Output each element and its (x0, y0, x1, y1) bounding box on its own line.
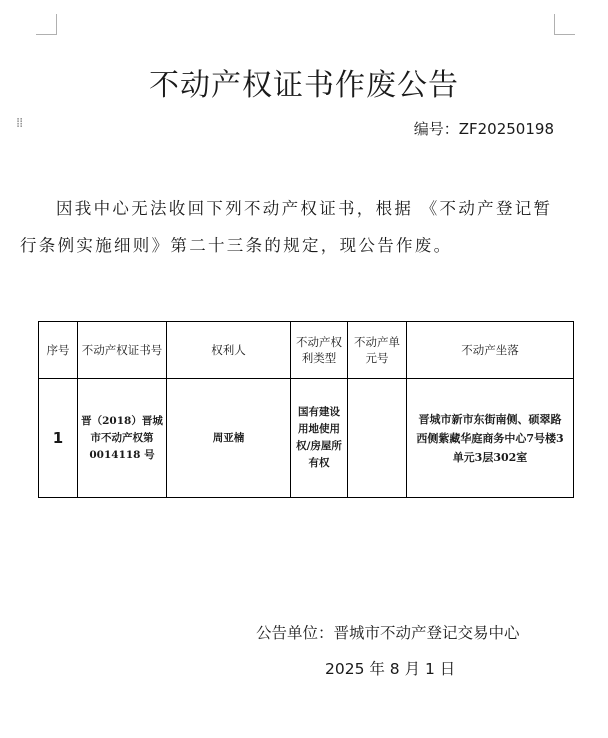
header-unit-number: 不动产单元号 (348, 322, 407, 379)
cell-owner: 周亚楠 (167, 379, 291, 498)
issuer: 公告单位：晋城市不动产登记交易中心 (256, 624, 520, 642)
header-owner: 权利人 (167, 322, 291, 379)
document-number: 编号：ZF20250198 (413, 120, 554, 138)
table-header-row (39, 322, 574, 379)
drag-handle-icon[interactable]: ⁞⁞ (16, 116, 23, 131)
cell-location: 晋城市新市东街南侧、硕翠路西侧紫藏华庭商务中心7号楼3单元3层302室 (407, 379, 574, 498)
void-certificate-table (38, 321, 574, 498)
cell-right-type: 国有建设用地使用权/房屋所有权 (291, 379, 348, 498)
header-right-type: 不动产权利类型 (291, 322, 348, 379)
document-title: 不动产权证书作废公告 (149, 68, 459, 103)
header-location: 不动产坐落 (407, 322, 574, 379)
cell-serial: 1 (39, 379, 78, 498)
cell-unit-number (348, 379, 407, 498)
page-corner-mark-top-right (554, 14, 575, 35)
header-cert-number: 不动产权证书号 (78, 322, 167, 379)
header-serial: 序号 (39, 322, 78, 379)
page-corner-mark-top-left (36, 14, 57, 35)
issue-date: 2025 年 8 月 1 日 (325, 660, 456, 678)
table-row (39, 379, 574, 498)
cell-cert-number: 晋（2018）晋城市不动产权第 0014118 号 (78, 379, 167, 498)
announcement-body: 因我中心无法收回下列不动产权证书，根据 《不动产登记暂行条例实施细则》第二十三条的规定，现公告作废。 (20, 199, 553, 255)
